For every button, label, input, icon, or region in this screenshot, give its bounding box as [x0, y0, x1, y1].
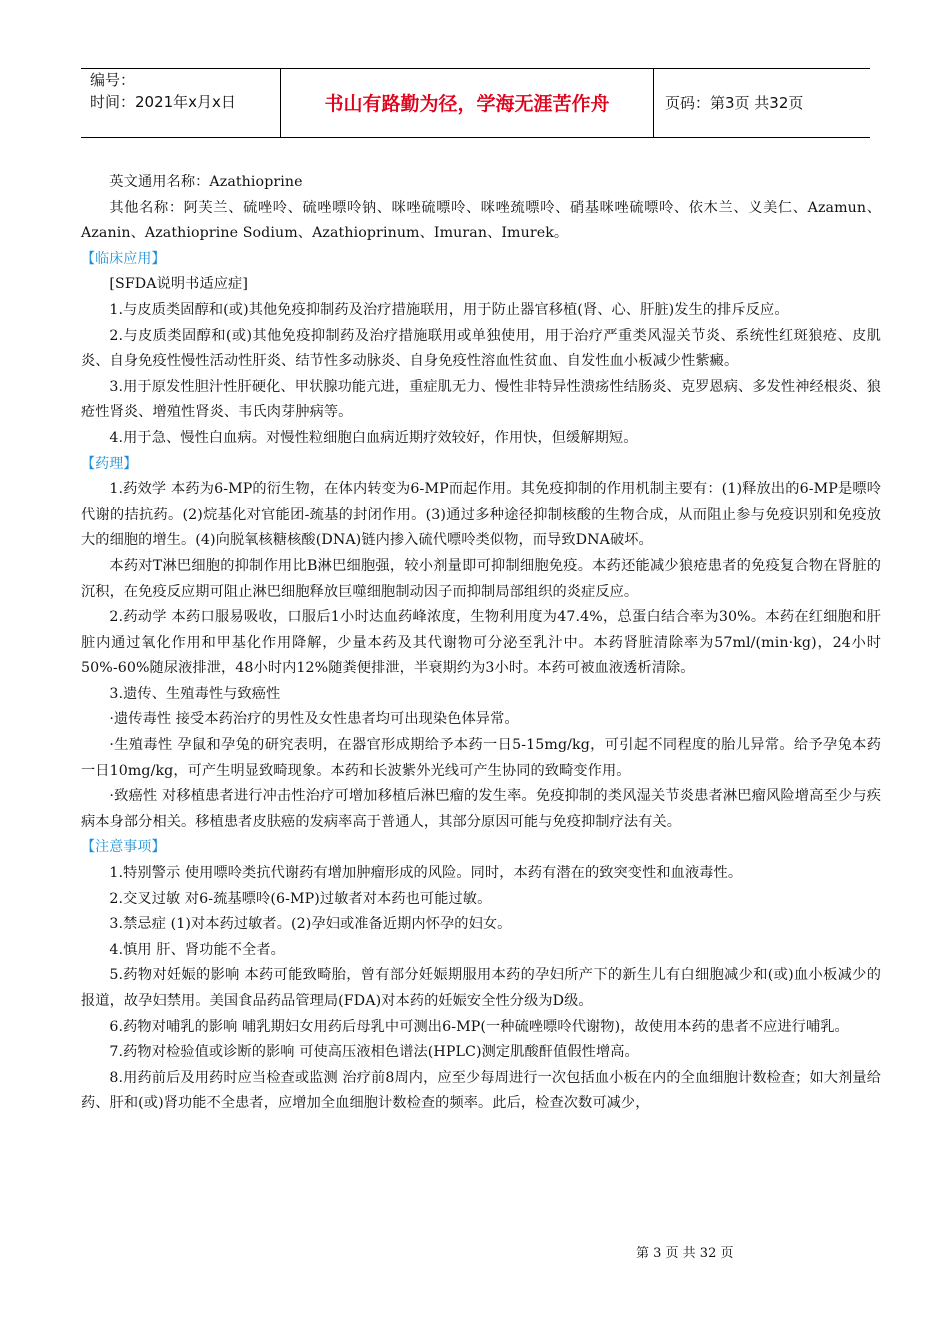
body-paragraph: 1.特别警示 使用嘌呤类抗代谢药有增加肿瘤形成的风险。同时，本药有潜在的致突变性和血液毒性。 — [109, 865, 743, 882]
header-page-info: 页码：第3页 共32页 — [665, 94, 804, 112]
body-paragraph: 7.药物对检验值或诊断的影响 可使高压液相色谱法(HPLC)测定肌酸酐值假性增高。 — [109, 1044, 639, 1061]
body-paragraph: ·致癌性 对移植患者进行冲击性治疗可增加移植后淋巴瘤的发生率。免疫抑制的类风湿关节炎患者淋巴瘤风险增高至少与疾病本身部分相关。移植患者皮肤癌的发病率高于普通人，其部分原因可能与免疫抑制疗法有关。 — [81, 788, 881, 830]
page-footer: 第 3 页 共 32 页 — [636, 1246, 734, 1261]
header-motto-cell — [281, 69, 654, 137]
body-paragraph: 4.用于急、慢性白血病。对慢性粒细胞白血病近期疗效较好，作用快，但缓解期短。 — [109, 429, 638, 446]
header-motto: 书山有路勤为径，学海无涯苦作舟 — [324, 93, 610, 115]
body-paragraph: 英文通用名称：Azathioprine — [109, 174, 303, 190]
body-paragraph: 4.慎用 肝、肾功能不全者。 — [109, 941, 285, 958]
body-paragraph: 其他名称：阿芙兰、硫唑呤、硫唑嘌呤钠、咪唑硫嘌呤、咪唑巯嘌呤、硝基咪唑硫嘌呤、依木兰、义美仁、Azamun、Azanin、Azathioprine Sodium、Azathioprinum、Imuran、Imurek。 — [81, 199, 881, 242]
section-heading: 【注意事项】 — [81, 839, 166, 856]
body-paragraph: 3.用于原发性胆汁性肝硬化、甲状腺功能亢进，重症肌无力、慢性非特异性溃疡性结肠炎、克罗恩病、多发性神经根炎、狼疮性肾炎、增殖性肾炎、韦氏肉芽肿病等。 — [81, 378, 881, 421]
body-paragraph: 3.禁忌症 (1)对本药过敏者。(2)孕妇或准备近期内怀孕的妇女。 — [109, 916, 512, 933]
body-paragraph: 5.药物对妊娠的影响 本药可能致畸胎，曾有部分妊娠期服用本药的孕妇所产下的新生儿有白细胞减少和(或)血小板减少的报道，故孕妇禁用。美国食品药品管理局(FDA)对本药的妊娠安全性分级为D级。 — [81, 967, 881, 1009]
body-paragraph: 2.药动学 本药口服易吸收，口服后1小时达血药峰浓度，生物利用度为47.4%，总蛋白结合率为30%。本药在红细胞和肝脏内通过氧化作用和甲基化作用降解，少量本药及其代谢物可分泌至乳汁中。本药肾脏清除率为57ml/(min·kg)，24小时50%-60%随尿液排泄，48小时内12%随粪便排泄，半衰期约为3小时。本药可被血液透析清除。 — [81, 609, 881, 677]
body-paragraph: 2.与皮质类固醇和(或)其他免疫抑制药及治疗措施联用或单独使用，用于治疗严重类风湿关节炎、系统性红斑狼疮、皮肌炎、自身免疫性慢性活动性肝炎、结节性多动脉炎、自身免疫性溶血性贫血、自发性血小板减少性紫癜。 — [81, 327, 881, 370]
document-number-label: 编号： — [90, 71, 136, 89]
body-paragraph: 1.与皮质类固醇和(或)其他免疫抑制药及治疗措施联用，用于防止器官移植(肾、心、肝脏)发生的排斥反应。 — [109, 301, 789, 318]
header-page-cell — [654, 69, 870, 137]
body-paragraph: [SFDA说明书适应症] — [109, 276, 248, 293]
document-date: 时间：2021年x月x日 — [90, 93, 236, 111]
body-paragraph: 8.用药前后及用药时应当检查或监测 治疗前8周内，应至少每周进行一次包括血小板在内的全血细胞计数检查；如大剂量给药、肝和(或)肾功能不全患者，应增加全血细胞计数检查的频率。此后，检查次数可减少， — [81, 1069, 881, 1112]
section-heading: 【临床应用】 — [81, 250, 166, 267]
header-left-cell — [81, 69, 281, 137]
body-paragraph: ·生殖毒性 孕鼠和孕兔的研究表明，在器官形成期给予本药一日5-15mg/kg，可引起不同程度的胎儿异常。给予孕兔本药一日10mg/kg，可产生明显致畸现象。本药和长波紫外光线可产生协同的致畸变作用。 — [81, 737, 881, 779]
body-paragraph: ·遗传毒性 接受本药治疗的男性及女性患者均可出现染色体异常。 — [109, 711, 519, 728]
body-paragraph: 3.遗传、生殖毒性与致癌性 — [109, 685, 281, 702]
body-paragraph: 6.药物对哺乳的影响 哺乳期妇女用药后母乳中可测出6-MP(一种硫唑嘌呤代谢物)，故使用本药的患者不应进行哺乳。 — [109, 1018, 849, 1035]
body-paragraph: 本药对T淋巴细胞的抑制作用比B淋巴细胞强，较小剂量即可抑制细胞免疫。本药还能减少狼疮患者的免疫复合物在肾脏的沉积，在免疫反应期可阻止淋巴细胞释放巨噬细胞制动因子而抑制局部组织的炎症反应。 — [81, 557, 881, 600]
section-heading: 【药理】 — [81, 455, 138, 472]
page-header — [81, 68, 870, 138]
body-paragraph: 1.药效学 本药为6-MP的衍生物，在体内转变为6-MP而起作用。其免疫抑制的作用机制主要有：(1)释放出的6-MP是嘌呤代谢的拮抗药。(2)烷基化对官能团-巯基的封闭作用。(3)通过多种途径抑制核酸的生物合成，从而阻止参与免疫识别和免疫放大的细胞的增生。(4)向脱氧核糖核酸(DNA)链内掺入硫代嘌呤类似物，而导致DNA破坏。 — [81, 481, 881, 549]
body-paragraph: 2.交叉过敏 对6-巯基嘌呤(6-MP)过敏者对本药也可能过敏。 — [109, 890, 492, 907]
document-body — [81, 170, 881, 1117]
